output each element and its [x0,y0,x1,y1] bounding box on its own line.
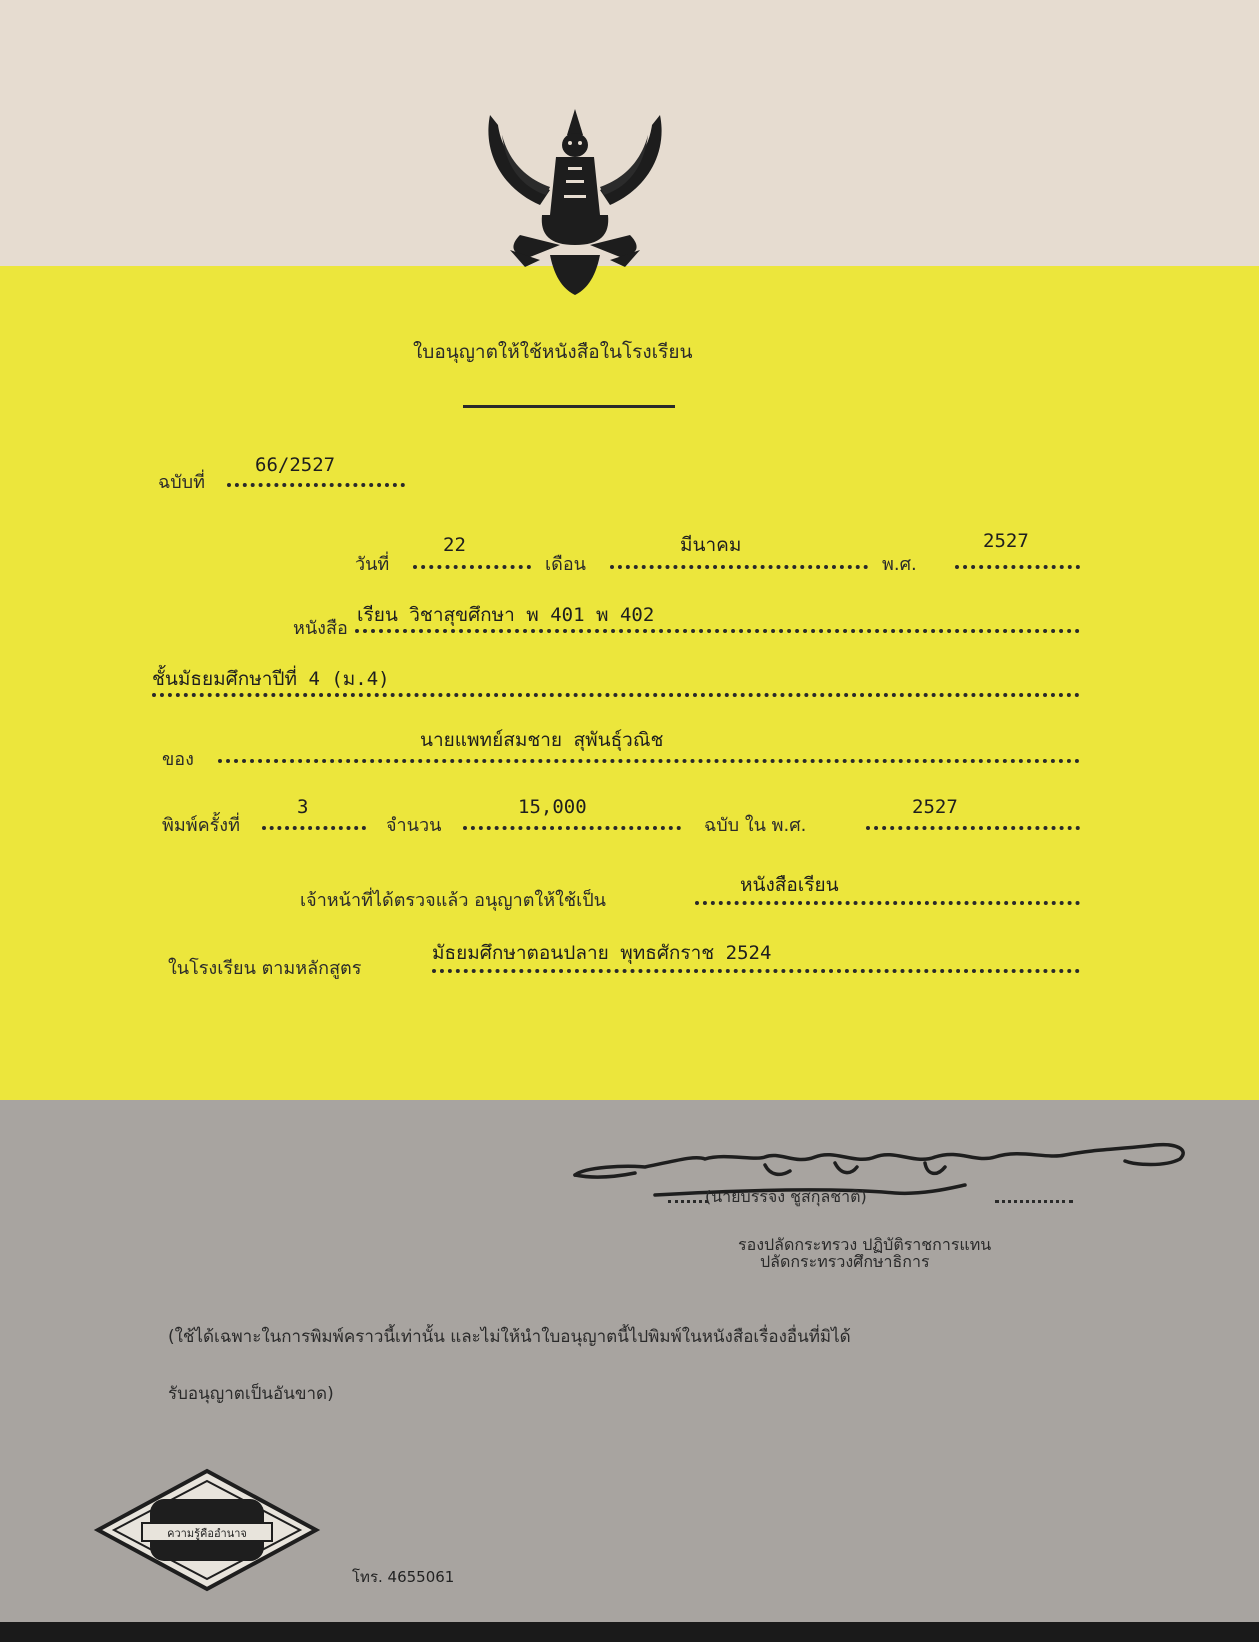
edition-label: พิมพ์ครั้งที่ [162,815,240,836]
quantity-label: จำนวน [386,815,442,836]
signature-dots-left [668,1200,708,1203]
publisher-logo-text: ความรู้คืออำนาจ [167,1527,247,1540]
owner-value: นายแพทย์สมชาย สุพันธุ์วณิช [420,729,664,751]
day-dotted-line [413,565,531,569]
month-label: เดือน [545,554,586,575]
quantity-dotted-line [463,826,681,830]
document-title: ใบอนุญาตให้ใช้หนังสือในโรงเรียน [413,341,693,363]
print-year-dotted-line [866,826,1080,830]
signatory-name: (นายบรรจง ชูสกุลชาติ) [705,1187,867,1206]
curriculum-dotted-line [432,969,1080,973]
usage-note-line2: รับอนุญาตเป็นอันขาด) [168,1384,334,1404]
curriculum-value: มัธยมศึกษาตอนปลาย พุทธศักราช 2524 [432,942,772,964]
signature-mark [565,1135,1205,1210]
year-label: พ.ศ. [882,554,917,575]
number-label: ฉบับที่ [158,472,205,493]
day-value: 22 [443,534,466,556]
signature-dots-right [995,1200,1073,1203]
month-value: มีนาคม [680,534,742,556]
permission-value: หนังสือเรียน [740,874,839,896]
publisher-phone: โทร. 4655061 [352,1568,455,1586]
number-value: 66/2527 [255,454,336,476]
book-label: หนังสือ [293,618,348,639]
permission-label: เจ้าหน้าที่ได้ตรวจแล้ว อนุญาตให้ใช้เป็น [300,890,606,911]
year-value: 2527 [983,530,1029,552]
scan-edge [0,1622,1259,1642]
signatory-position-line1: รองปลัดกระทรวง ปฏิบัติราชการแทน [738,1235,992,1254]
edition-dotted-line [262,826,366,830]
grade-value: ชั้นมัธยมศึกษาปีที่ 4 (ม.4) [152,668,390,690]
garuda-emblem-icon [480,95,670,300]
copies-label: ฉบับ ใน พ.ศ. [704,815,807,836]
curriculum-label: ในโรงเรียน ตามหลักสูตร [168,958,362,979]
publisher-logo [92,1465,322,1595]
owner-label: ของ [162,749,194,770]
title-underline [463,405,675,408]
quantity-value: 15,000 [518,796,587,818]
usage-note-line1: (ใช้ได้เฉพาะในการพิมพ์คราวนี้เท่านั้น และไม่ให้นำใบอนุญาตนี้ไปพิมพ์ในหนังสือเรื่องอื่นที่มิได้ [168,1327,851,1347]
permission-dotted-line [695,901,1080,905]
number-dotted-line [227,483,405,487]
edition-value: 3 [297,796,309,818]
print-year-value: 2527 [912,796,958,818]
month-dotted-line [610,565,868,569]
day-label: วันที่ [355,554,390,575]
book-value: เรียน วิชาสุขศึกษา พ 401 พ 402 [357,604,655,626]
owner-dotted-line [218,759,1080,763]
signatory-position-line2: ปลัดกระทรวงศึกษาธิการ [760,1252,930,1271]
year-dotted-line [955,565,1080,569]
